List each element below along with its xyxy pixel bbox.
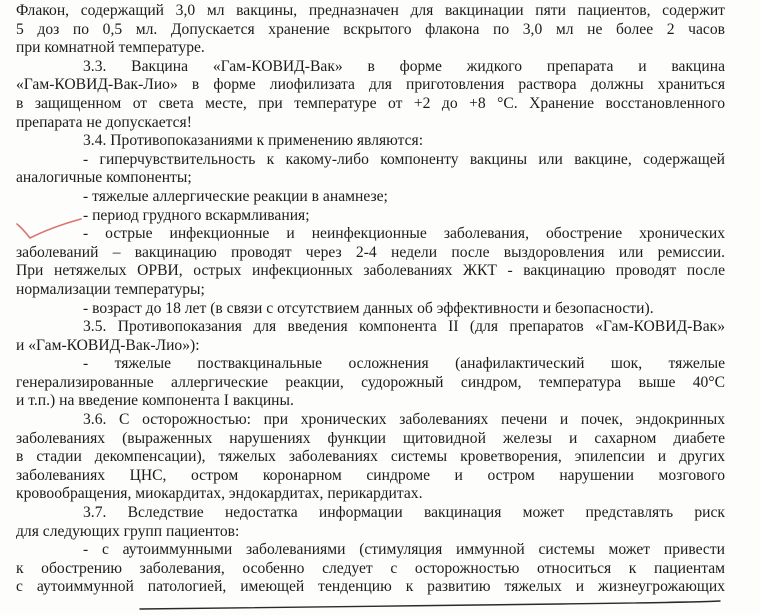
list-item: - период грудного вскармливания; [83, 206, 310, 224]
list-item: - тяжелые аллергические реакции в анамнезе; [83, 187, 388, 205]
text-line: в стадии декомпенсации), тяжелых заболеваниях системы кроветворения, эпилепсии и других [16, 448, 725, 466]
text-line: и «Гам-КОВИД-Вак-Лио»): [16, 336, 200, 354]
text-line: заболеваниях ЦНС, остром коронарном синдроме и остром нарушении мозгового [16, 466, 725, 484]
text-line: и т.п.) на введение компонента I вакцины. [16, 392, 294, 410]
section-heading-3-7: 3.7. Вследствие недостатка информации вакцинация может представлять риск [83, 504, 725, 522]
text-line: кровообращения, миокардитах, эндокардитах, перикардитах. [16, 485, 423, 503]
list-item: - с аутоиммунными заболеваниями (стимуляция иммунной системы может привести [83, 541, 725, 559]
text-line: для следующих групп пациентов: [16, 522, 240, 540]
section-heading-3-4: 3.4. Противопоказаниями к применению являются: [83, 132, 424, 150]
list-item: - возраст до 18 лет (в связи с отсутствием данных об эффективности и безопасности). [83, 299, 654, 317]
list-item: - гиперчувствительность к какому-либо компоненту вакцины или вакцине, содержащей [83, 150, 725, 168]
text-line: генерализированные аллергические реакции, судорожный синдром, температура выше 40°С [16, 373, 725, 391]
text-line: в защищенном от света месте, при температуре от +2 до +8 °С. Хранение восстановленного [16, 94, 725, 112]
pen-strike-line [0, 595, 760, 615]
text-line: заболеваниях (выраженных нарушениях функции щитовидной железы и сахарном диабете [16, 429, 725, 447]
section-heading-3-6: 3.6. С осторожностью: при хронических заболеваниях печени и почек, эндокринных [83, 411, 725, 429]
text-line: 5 доз по 0,5 мл. Допускается хранение вскрытого флакона по 3,0 мл не более 2 часов [16, 20, 725, 38]
section-heading-3-3: 3.3. Вакцина «Гам-КОВИД-Вак» в форме жидкого препарата и вакцина [83, 57, 725, 75]
text-line: При нетяжелых ОРВИ, острых инфекционных заболеваниях ЖКТ - вакцинацию проводят после [16, 262, 725, 280]
text-line: «Гам-КОВИД-Вак-Лио» в форме лиофилизата для приготовления раствора должны храниться [16, 76, 725, 94]
section-heading-3-5: 3.5. Противопоказания для введения компонента II (для препаратов «Гам-КОВИД-Вак» [83, 318, 725, 336]
text-line: к обострению заболевания, особенно следует с осторожностью относиться к пациентам [16, 559, 725, 577]
text-line: Флакон, содержащий 3,0 мл вакцины, предназначен для вакцинации пяти пациентов, содержит [16, 2, 725, 19]
text-line: заболеваний – вакцинацию проводят через 2-4 недели после выздоровления или ремиссии. [16, 243, 725, 261]
document-text [0, 2, 760, 597]
text-line: нормализации температуры; [16, 280, 205, 298]
list-item: - острые инфекционные и неинфекционные заболевания, обострение хронических [83, 225, 725, 243]
text-line: при комнатной температуре. [16, 39, 205, 57]
text-line: препарата не допускается! [16, 113, 192, 131]
text-line: с аутоиммунной патологией, имеющей тенденцию к развитию тяжелых и жизнеугрожающих [16, 578, 725, 596]
text-line: аналогичные компоненты; [16, 169, 192, 187]
list-item: - тяжелые поствакцинальные осложнения (анафилактический шок, тяжелые [83, 355, 725, 373]
